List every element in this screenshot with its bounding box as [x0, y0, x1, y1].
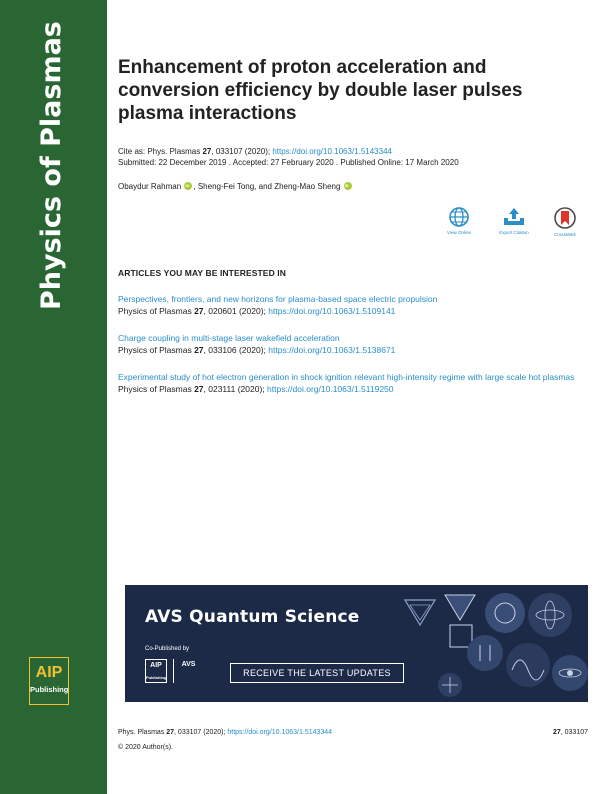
footer-citation [118, 729, 332, 736]
related-volume: 27 [194, 383, 204, 394]
aip-logo-text: AIP [35, 664, 63, 681]
related-rest: , 023111 (2020); [203, 383, 268, 394]
ad-aip-logo [145, 659, 167, 683]
related-rest: , 033106 (2020); [203, 344, 269, 355]
author-rest[interactable]: , Sheng-Fei Tong, and Zheng-Mao Sheng [193, 182, 341, 191]
export-citation-button[interactable] [494, 206, 534, 246]
footer-volume: 27 [166, 729, 175, 736]
cite-rest: , 033107 (2020); [211, 147, 273, 156]
footer-page-number: , 033107 [560, 729, 588, 736]
related-journal: Physics of Plasmas [118, 344, 195, 355]
receive-updates-button[interactable]: RECEIVE THE LATEST UPDATES [230, 663, 404, 683]
article-title: Enhancement of proton acceleration and conversion efficiency by double laser pulses plasma interactions [118, 57, 523, 124]
globe-icon [448, 206, 470, 228]
cite-label: Cite as: [118, 147, 148, 156]
orcid-icon[interactable] [184, 182, 192, 190]
ad-title: AVS Quantum Science [145, 607, 360, 627]
ad-copublished-label: Co-Published by [145, 646, 190, 652]
ad-avs-logo [173, 659, 201, 683]
footer-page-ref [553, 729, 588, 736]
orcid-icon[interactable] [344, 182, 352, 190]
related-article [118, 333, 588, 356]
author-1[interactable]: Obaydur Rahman [118, 182, 182, 191]
journal-sidebar [0, 0, 107, 794]
related-articles-heading: ARTICLES YOU MAY BE INTERESTED IN [118, 268, 286, 278]
related-volume: 27 [194, 344, 204, 355]
view-online-label: View Online [447, 230, 471, 235]
citation-line [118, 146, 588, 157]
related-article [118, 294, 588, 317]
related-article [118, 372, 588, 395]
article-meta [118, 146, 588, 168]
journal-name: Physics of Plasmas [36, 21, 67, 310]
related-doi-link[interactable]: https://doi.org/10.1063/1.5109141 [268, 305, 396, 316]
crossmark-icon [553, 206, 577, 230]
export-citation-icon [501, 206, 527, 228]
cite-volume: 27 [202, 147, 212, 156]
ad-aip-logo-text: AIP [150, 662, 162, 669]
related-volume: 27 [194, 305, 204, 316]
author-list [118, 181, 588, 192]
ad-avs-logo-text: AVS [181, 661, 196, 668]
related-journal: Physics of Plasmas [118, 305, 195, 316]
footer-doi-link[interactable]: https://doi.org/10.1063/1.5143344 [227, 729, 333, 736]
footer-page-volume: 27 [552, 729, 561, 736]
publishing-logo-text: Publishing [30, 685, 69, 694]
crossmark-label: CrossMark [554, 232, 576, 237]
related-article-title[interactable]: Perspectives, frontiers, and new horizons for plasma-based space electric propulsion [118, 294, 438, 304]
related-rest: , 020601 (2020); [203, 305, 269, 316]
related-article-title[interactable]: Charge coupling in multi-stage laser wakefield acceleration [118, 333, 340, 343]
related-doi-link[interactable]: https://doi.org/10.1063/1.5119250 [267, 383, 394, 394]
quantum-graphic-icon [390, 585, 588, 702]
aip-publishing-logo[interactable] [29, 657, 69, 705]
crossmark-button[interactable] [545, 206, 585, 246]
related-article-ref [118, 345, 588, 357]
related-article-title[interactable]: Experimental study of hot electron generation in shock ignition relevant high-intensity regime with large scale hot plasmas [118, 372, 575, 382]
view-online-button[interactable] [439, 206, 479, 246]
related-article-ref [118, 306, 588, 318]
related-doi-link[interactable]: https://doi.org/10.1063/1.5138671 [268, 344, 396, 355]
copyright: © 2020 Author(s). [118, 744, 173, 751]
cite-doi-link[interactable]: https://doi.org/10.1063/1.5143344 [272, 147, 392, 156]
avs-quantum-science-ad[interactable] [125, 585, 588, 702]
footer-rest: , 033107 (2020); [174, 729, 228, 736]
footer-journal: Phys. Plasmas [118, 729, 167, 736]
cite-journal: Phys. Plasmas [147, 147, 203, 156]
publication-dates: Submitted: 22 December 2019 . Accepted: 27 February 2020 . Published Online: 17 March 2020 [118, 158, 459, 167]
related-article-ref [118, 384, 588, 396]
export-citation-label: Export Citation [499, 230, 529, 235]
related-journal: Physics of Plasmas [118, 383, 195, 394]
ad-aip-logo-sub: Publishing [146, 675, 167, 680]
